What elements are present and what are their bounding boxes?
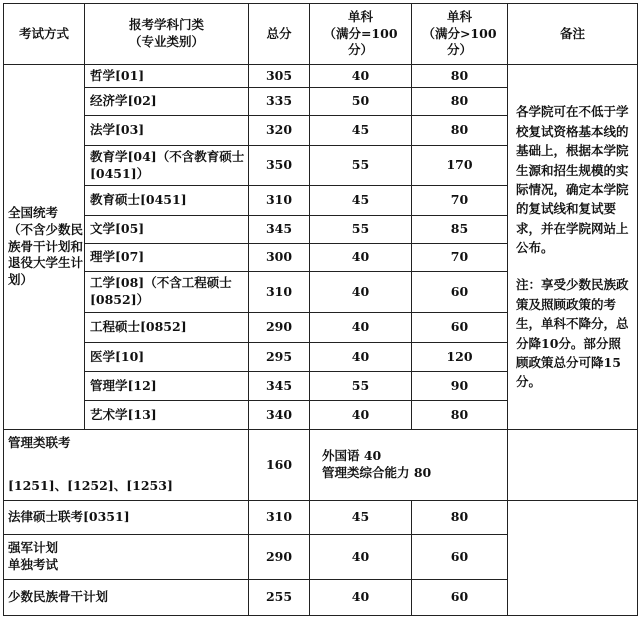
category-cell: 教育硕士[0451] <box>85 186 249 216</box>
total-cell: 345 <box>249 216 310 244</box>
category-cell: 艺术学[13] <box>85 401 249 430</box>
category-cell: 教育学[04]（不含教育硕士[0451]） <box>85 146 249 186</box>
category-cell: 管理学[12] <box>85 372 249 401</box>
remark-rule: 各学院可在不低于学校复试资格基本线的基础上，根据本学院生源和招生规模的实际情况，确定本学院的复试线和复试要求，并在学院网站上公布。 <box>516 104 629 255</box>
joint-subject-management: 管理类综合能力 80 <box>322 465 432 480</box>
single-gt100-cell: 120 <box>412 343 508 372</box>
single-100-cell: 40 <box>310 313 412 343</box>
single-gt100-cell: 60 <box>412 580 508 616</box>
total-cell: 350 <box>249 146 310 186</box>
joint-exam-codes: [1251]、[1252]、[1253] <box>8 478 173 493</box>
header-row <box>4 4 638 65</box>
total-cell: 310 <box>249 501 310 535</box>
single-gt100-cell: 90 <box>412 372 508 401</box>
single-gt100-cell: 60 <box>412 313 508 343</box>
single-100-cell: 55 <box>310 372 412 401</box>
category-cell: 哲学[01] <box>85 65 249 88</box>
category-cell: 工学[08]（不含工程硕士[0852]） <box>85 272 249 313</box>
single-100-cell: 55 <box>310 146 412 186</box>
total-cell: 160 <box>249 430 310 501</box>
remarks-cell <box>508 65 638 430</box>
table-row <box>4 65 638 88</box>
single-gt100-cell: 80 <box>412 401 508 430</box>
header-single-100: 单科 （满分=100 分） <box>310 4 412 65</box>
joint-exam-row <box>4 430 638 501</box>
category-cell: 医学[10] <box>85 343 249 372</box>
joint-subject-language: 外国语 40 <box>322 448 382 464</box>
single-gt100-cell: 60 <box>412 535 508 580</box>
total-cell: 290 <box>249 313 310 343</box>
single-gt100-cell: 80 <box>412 65 508 88</box>
single-100-cell: 50 <box>310 88 412 116</box>
score-table <box>3 3 638 616</box>
joint-exam-label <box>4 430 249 501</box>
total-cell: 305 <box>249 65 310 88</box>
single-100-cell: 40 <box>310 580 412 616</box>
category-cell: 工程硕士[0852] <box>85 313 249 343</box>
total-cell: 345 <box>249 372 310 401</box>
total-cell: 340 <box>249 401 310 430</box>
total-cell: 290 <box>249 535 310 580</box>
single-gt100-cell: 80 <box>412 501 508 535</box>
remark-policy: 注：享受少数民族政策及照顾政策的考生，单科不降分，总分降10分。部分照顾政策总分可降15分。 <box>516 277 629 390</box>
single-gt100-cell: 70 <box>412 244 508 272</box>
single-100-cell: 40 <box>310 535 412 580</box>
total-cell: 295 <box>249 343 310 372</box>
single-100-cell: 40 <box>310 272 412 313</box>
single-100-cell: 40 <box>310 244 412 272</box>
single-100-cell: 40 <box>310 401 412 430</box>
remarks-blank <box>508 501 638 616</box>
single-100-cell: 40 <box>310 65 412 88</box>
law-label: 法律硕士联考[0351] <box>4 501 249 535</box>
single-100-cell: 40 <box>310 343 412 372</box>
military-label: 强军计划 单独考试 <box>4 535 249 580</box>
total-cell: 300 <box>249 244 310 272</box>
joint-exam-subjects <box>310 430 508 501</box>
total-cell: 335 <box>249 88 310 116</box>
single-100-cell: 45 <box>310 501 412 535</box>
single-gt100-cell: 85 <box>412 216 508 244</box>
single-gt100-cell: 170 <box>412 146 508 186</box>
remarks-blank <box>508 430 638 501</box>
category-cell: 理学[07] <box>85 244 249 272</box>
single-gt100-cell: 80 <box>412 88 508 116</box>
header-category: 报考学科门类 （专业类别） <box>85 4 249 65</box>
group-national-exam: 全国统考 （不含少数民族骨干计划和退役大学生计划） <box>4 65 85 430</box>
category-cell: 经济学[02] <box>85 88 249 116</box>
single-100-cell: 45 <box>310 186 412 216</box>
total-cell: 310 <box>249 272 310 313</box>
category-cell: 法学[03] <box>85 116 249 146</box>
single-gt100-cell: 70 <box>412 186 508 216</box>
total-cell: 310 <box>249 186 310 216</box>
header-single-gt100: 单科 （满分>100 分） <box>412 4 508 65</box>
header-exam-method: 考试方式 <box>4 4 85 65</box>
category-cell: 文学[05] <box>85 216 249 244</box>
single-100-cell: 45 <box>310 116 412 146</box>
single-100-cell: 55 <box>310 216 412 244</box>
header-remarks: 备注 <box>508 4 638 65</box>
total-cell: 255 <box>249 580 310 616</box>
minority-label: 少数民族骨干计划 <box>4 580 249 616</box>
header-total: 总分 <box>249 4 310 65</box>
law-row <box>4 501 638 535</box>
single-gt100-cell: 60 <box>412 272 508 313</box>
joint-exam-title: 管理类联考 <box>8 435 71 451</box>
single-gt100-cell: 80 <box>412 116 508 146</box>
total-cell: 320 <box>249 116 310 146</box>
